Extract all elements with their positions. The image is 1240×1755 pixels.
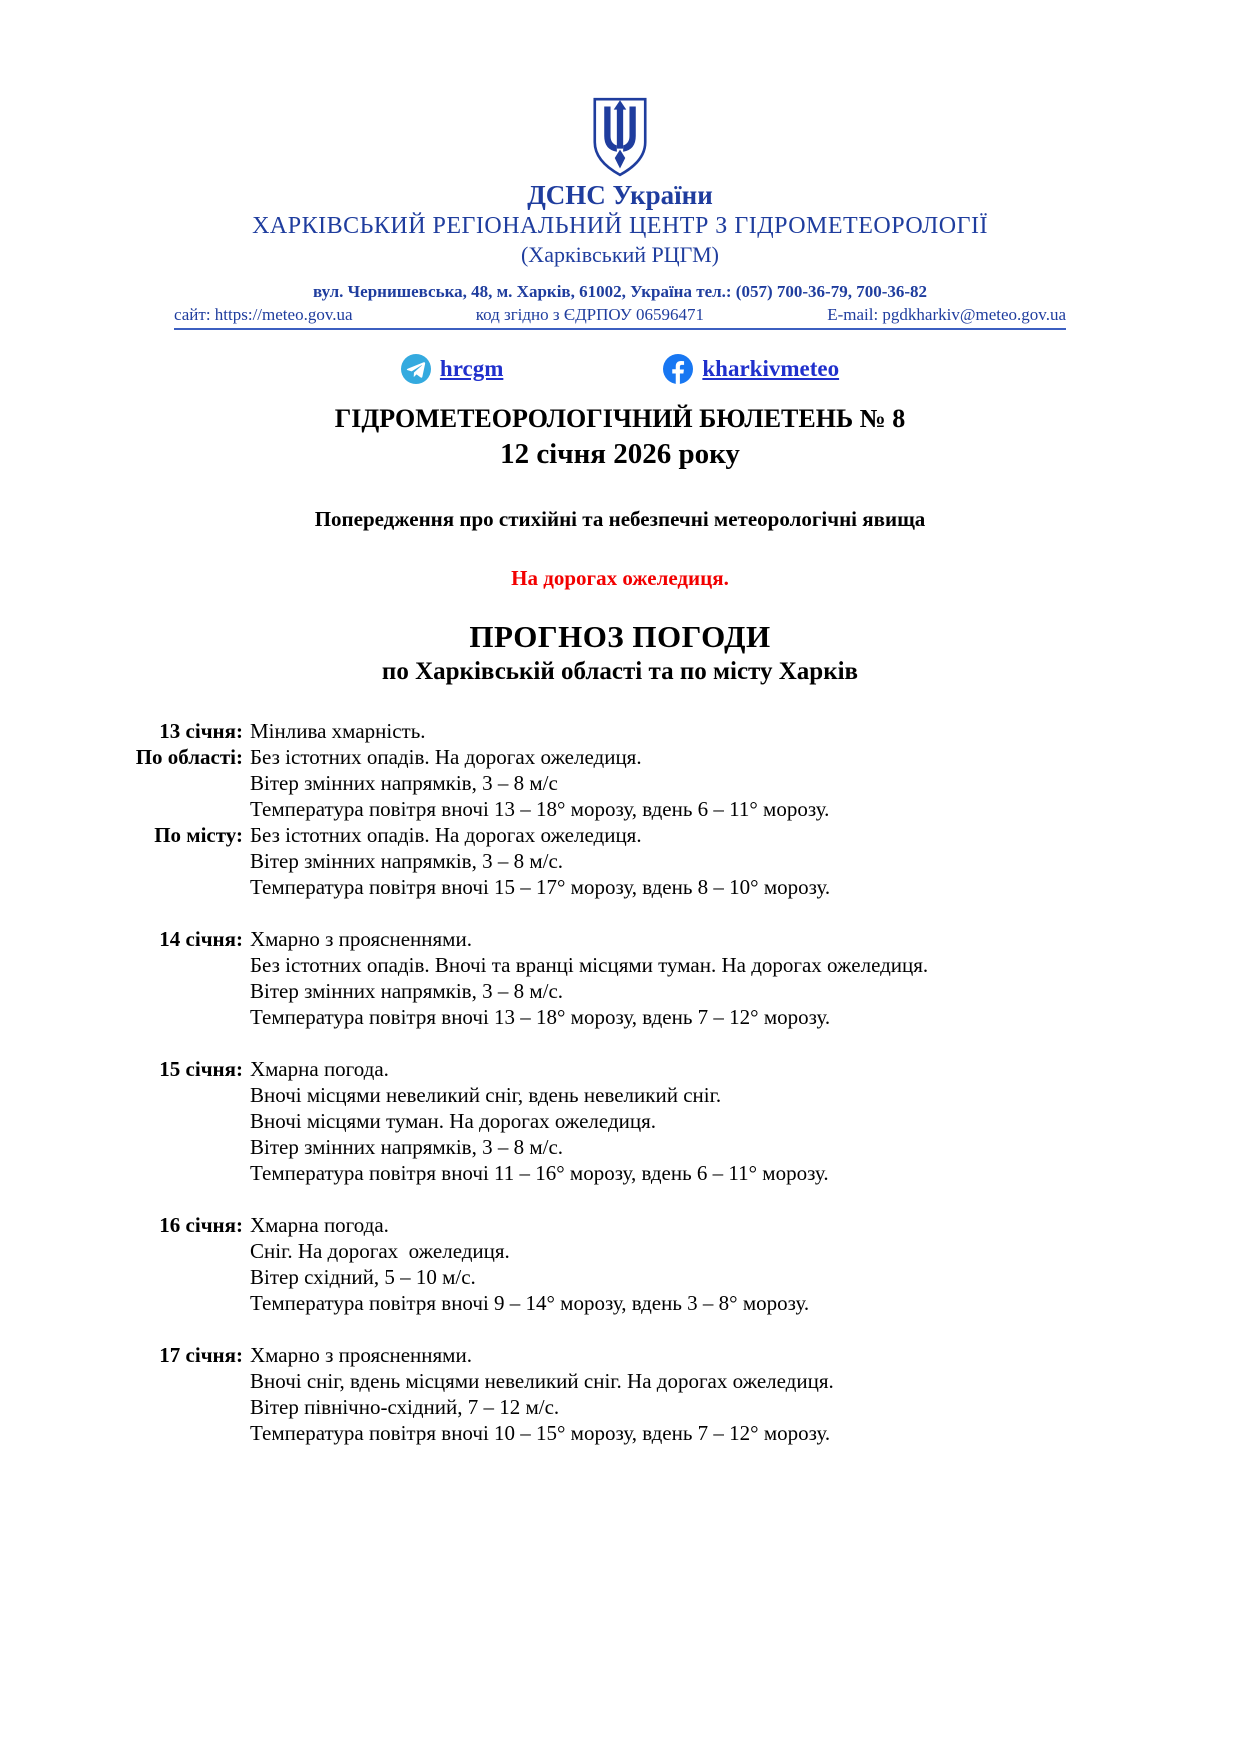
org-name: ХАРКІВСЬКИЙ РЕГІОНАЛЬНИЙ ЦЕНТР З ГІДРОМЕТЕОРОЛОГІЇ [252,213,988,239]
social-links-row [0,354,1240,384]
forecast-day-label [115,1134,250,1160]
forecast-text: Вночі сніг, вдень місцями невеликий сніг. На дорогах ожеледиця. [250,1369,834,1393]
forecast-day-label [115,874,250,900]
forecast-text: Сніг. На дорогах ожеледиця. [250,1239,510,1263]
facebook-link[interactable] [663,354,839,384]
edrpou-code: код згідно з ЄДРПОУ 06596471 [475,305,705,324]
forecast-row [115,1264,1200,1290]
contact-row [174,305,1066,330]
forecast-row [115,1056,1200,1082]
forecast-day-label: По області: [135,745,243,769]
forecast-row [115,952,1200,978]
forecast-row [115,1368,1200,1394]
forecast-day-label: 15 січня: [159,1057,243,1081]
site-link[interactable]: сайт: https://meteo.gov.ua [174,305,353,324]
forecast-text: Вітер змінних напрямків, 3 – 8 м/с. [250,979,564,1003]
forecast-text: Мінлива хмарність. [250,719,426,743]
telegram-link[interactable] [401,354,503,384]
forecast-subtitle: по Харківській області та по місту Харків [381,658,859,685]
telegram-handle[interactable]: hrcgm [439,356,504,381]
forecast-text: Без істотних опадів. На дорогах ожеледиця. [250,745,642,769]
forecast-title: ПРОГНОЗ ПОГОДИ [469,619,771,654]
forecast-block [115,1212,1200,1316]
forecast-text: Хмарна погода. [250,1057,389,1081]
forecast-text: Температура повітря вночі 9 – 14° морозу, вдень 3 – 8° морозу. [250,1291,810,1315]
forecast-day-label [115,1238,250,1264]
facebook-handle[interactable]: kharkivmeteo [702,356,840,381]
forecast [115,718,1200,1446]
forecast-day-label [115,1082,250,1108]
ukraine-trident-emblem [588,96,652,178]
forecast-text: Без істотних опадів. На дорогах ожеледиця. [250,823,642,847]
forecast-text: Температура повітря вночі 11 – 16° морозу, вдень 6 – 11° морозу. [250,1161,829,1185]
forecast-row [115,822,1200,848]
forecast-day-label [115,1108,250,1134]
forecast-text: Вітер змінних напрямків, 3 – 8 м/с [250,771,558,795]
forecast-day-label [115,848,250,874]
forecast-row [115,1420,1200,1446]
forecast-day-label [115,1394,250,1420]
forecast-block [115,1056,1200,1186]
forecast-block [115,718,1200,900]
forecast-text: Температура повітря вночі 15 – 17° морозу, вдень 8 – 10° морозу. [250,875,831,899]
forecast-text: Вітер змінних напрямків, 3 – 8 м/с. [250,1135,564,1159]
forecast-day-label [115,978,250,1004]
forecast-text: Вночі місцями туман. На дорогах ожеледиця. [250,1109,657,1133]
forecast-day-label: 13 січня: [159,719,243,743]
forecast-row [115,1290,1200,1316]
forecast-text: Без істотних опадів. Вночі та вранці місцями туман. На дорогах ожеледиця. [250,953,929,977]
forecast-day-label: 16 січня: [159,1213,243,1237]
forecast-day-label: По місту: [154,823,243,847]
forecast-day-label [115,1004,250,1030]
bulletin-date: 12 січня 2026 року [500,438,740,470]
forecast-text: Температура повітря вночі 13 – 18° морозу, вдень 6 – 11° морозу. [250,797,830,821]
org-address: вул. Чернишевська, 48, м. Харків, 61002, Україна тел.: (057) 700-36-79, 700-36-82 [312,282,928,301]
org-parent-name: ДСНС України [527,180,713,210]
forecast-text: Вітер східний, 5 – 10 м/с. [250,1265,476,1289]
forecast-day-label: 14 січня: [159,927,243,951]
bulletin-title: ГІДРОМЕТЕОРОЛОГІЧНИЙ БЮЛЕТЕНЬ № 8 [334,404,906,433]
forecast-row [115,978,1200,1004]
org-short-name: (Харківський РЦГМ) [520,242,719,267]
forecast-day-label [115,1290,250,1316]
forecast-block [115,1342,1200,1446]
forecast-row [115,1108,1200,1134]
forecast-row [115,1238,1200,1264]
forecast-row [115,1160,1200,1186]
forecast-day-label: 17 січня: [159,1343,243,1367]
telegram-icon [401,354,431,384]
forecast-day-label [115,1160,250,1186]
forecast-row [115,1004,1200,1030]
forecast-row [115,744,1200,770]
facebook-icon [663,354,693,384]
forecast-block [115,926,1200,1030]
forecast-day-label [115,1264,250,1290]
forecast-row [115,1082,1200,1108]
forecast-day-label [115,796,250,822]
forecast-text: Вночі місцями невеликий сніг, вдень невеликий сніг. [250,1083,722,1107]
email-link[interactable]: E-mail: pgdkharkiv@meteo.gov.ua [827,305,1066,324]
forecast-row [115,1134,1200,1160]
forecast-row [115,1394,1200,1420]
forecast-row [115,1342,1200,1368]
forecast-text: Хмарна погода. [250,1213,389,1237]
forecast-row [115,1212,1200,1238]
warning-heading: Попередження про стихійні та небезпечні метеорологічні явища [314,507,926,531]
warning-text: На дорогах ожеледиця. [511,566,729,590]
forecast-day-label [115,770,250,796]
forecast-row [115,718,1200,744]
forecast-text: Вітер північно-східний, 7 – 12 м/с. [250,1395,560,1419]
forecast-day-label [115,1368,250,1394]
forecast-row [115,926,1200,952]
forecast-text: Температура повітря вночі 10 – 15° морозу, вдень 7 – 12° морозу. [250,1421,831,1445]
forecast-row [115,770,1200,796]
forecast-row [115,796,1200,822]
forecast-text: Температура повітря вночі 13 – 18° морозу, вдень 7 – 12° морозу. [250,1005,831,1029]
forecast-text: Хмарно з проясненнями. [250,1343,472,1367]
forecast-row [115,848,1200,874]
forecast-text: Хмарно з проясненнями. [250,927,472,951]
forecast-day-label [115,1420,250,1446]
forecast-row [115,874,1200,900]
forecast-day-label [115,952,250,978]
forecast-text: Вітер змінних напрямків, 3 – 8 м/с. [250,849,564,873]
